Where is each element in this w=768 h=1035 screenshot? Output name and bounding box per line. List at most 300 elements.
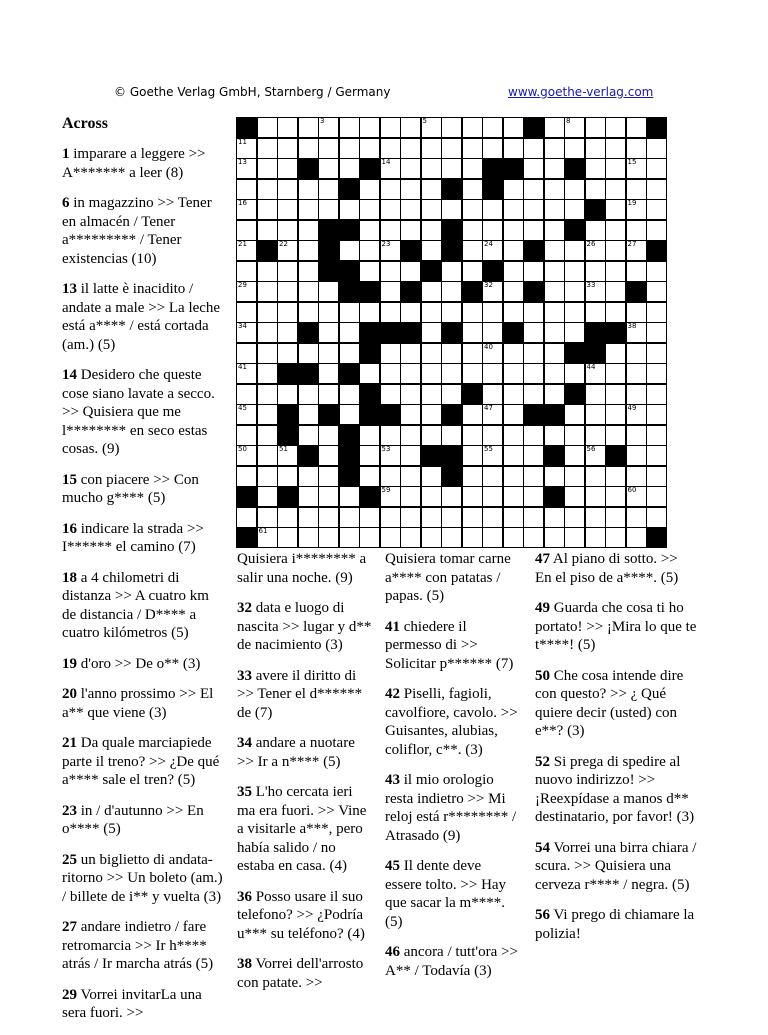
grid-cell[interactable]	[564, 425, 585, 446]
grid-cell[interactable]	[503, 486, 524, 507]
grid-cell[interactable]	[277, 261, 298, 282]
grid-cell[interactable]	[564, 404, 585, 425]
grid-cell[interactable]	[605, 486, 626, 507]
grid-cell[interactable]	[441, 384, 462, 405]
grid-cell[interactable]	[236, 425, 257, 446]
grid-cell[interactable]	[646, 302, 667, 323]
grid-cell[interactable]	[400, 445, 421, 466]
grid-cell[interactable]	[605, 425, 626, 446]
grid-cell[interactable]	[523, 425, 544, 446]
grid-cell[interactable]	[503, 445, 524, 466]
grid-cell[interactable]	[585, 240, 606, 261]
grid-cell[interactable]	[318, 425, 339, 446]
grid-cell[interactable]	[523, 261, 544, 282]
grid-cell[interactable]	[544, 425, 565, 446]
grid-cell[interactable]	[380, 486, 401, 507]
grid-cell[interactable]	[298, 343, 319, 364]
grid-cell[interactable]	[298, 199, 319, 220]
grid-cell[interactable]	[564, 240, 585, 261]
grid-cell[interactable]	[380, 363, 401, 384]
grid-cell[interactable]	[564, 281, 585, 302]
grid-cell[interactable]	[380, 384, 401, 405]
grid-cell[interactable]	[298, 486, 319, 507]
grid-cell[interactable]	[605, 158, 626, 179]
grid-cell[interactable]	[585, 363, 606, 384]
grid-cell[interactable]	[605, 281, 626, 302]
grid-cell[interactable]	[462, 240, 483, 261]
grid-cell[interactable]	[380, 240, 401, 261]
grid-cell[interactable]	[380, 158, 401, 179]
grid-cell[interactable]	[421, 199, 442, 220]
grid-cell[interactable]	[482, 302, 503, 323]
grid-cell[interactable]	[462, 507, 483, 528]
grid-cell[interactable]	[605, 343, 626, 364]
grid-cell[interactable]	[564, 363, 585, 384]
grid-cell[interactable]	[441, 199, 462, 220]
grid-cell[interactable]	[462, 425, 483, 446]
grid-cell[interactable]	[277, 117, 298, 138]
grid-cell[interactable]	[421, 343, 442, 364]
grid-cell[interactable]	[605, 261, 626, 282]
grid-cell[interactable]	[626, 507, 647, 528]
grid-cell[interactable]	[646, 220, 667, 241]
grid-cell[interactable]	[605, 384, 626, 405]
grid-cell[interactable]	[585, 384, 606, 405]
grid-cell[interactable]	[421, 404, 442, 425]
grid-cell[interactable]	[277, 240, 298, 261]
grid-cell[interactable]	[421, 363, 442, 384]
grid-cell[interactable]	[503, 384, 524, 405]
grid-cell[interactable]	[585, 261, 606, 282]
grid-cell[interactable]	[523, 527, 544, 548]
grid-cell[interactable]	[523, 138, 544, 159]
grid-cell[interactable]	[523, 507, 544, 528]
grid-cell[interactable]	[441, 343, 462, 364]
grid-cell[interactable]	[482, 322, 503, 343]
grid-cell[interactable]	[441, 527, 462, 548]
grid-cell[interactable]	[564, 138, 585, 159]
grid-cell[interactable]	[441, 486, 462, 507]
grid-cell[interactable]	[339, 199, 360, 220]
grid-cell[interactable]	[462, 158, 483, 179]
grid-cell[interactable]	[257, 117, 278, 138]
grid-cell[interactable]	[298, 384, 319, 405]
grid-cell[interactable]	[646, 445, 667, 466]
grid-cell[interactable]	[400, 138, 421, 159]
grid-cell[interactable]	[646, 384, 667, 405]
grid-cell[interactable]	[462, 199, 483, 220]
grid-cell[interactable]	[318, 322, 339, 343]
grid-cell[interactable]	[236, 466, 257, 487]
grid-cell[interactable]	[380, 138, 401, 159]
grid-cell[interactable]	[257, 384, 278, 405]
grid-cell[interactable]	[400, 179, 421, 200]
grid-cell[interactable]	[482, 486, 503, 507]
grid-cell[interactable]	[503, 138, 524, 159]
grid-cell[interactable]	[359, 302, 380, 323]
grid-cell[interactable]	[585, 179, 606, 200]
grid-cell[interactable]	[359, 363, 380, 384]
grid-cell[interactable]	[421, 322, 442, 343]
grid-cell[interactable]	[585, 117, 606, 138]
grid-cell[interactable]	[605, 240, 626, 261]
grid-cell[interactable]	[298, 117, 319, 138]
grid-cell[interactable]	[462, 445, 483, 466]
grid-cell[interactable]	[626, 179, 647, 200]
grid-cell[interactable]	[523, 179, 544, 200]
grid-cell[interactable]	[339, 138, 360, 159]
grid-cell[interactable]	[359, 527, 380, 548]
grid-cell[interactable]	[503, 507, 524, 528]
grid-cell[interactable]	[380, 343, 401, 364]
grid-cell[interactable]	[257, 179, 278, 200]
grid-cell[interactable]	[380, 507, 401, 528]
grid-cell[interactable]	[339, 240, 360, 261]
grid-cell[interactable]	[441, 363, 462, 384]
grid-cell[interactable]	[544, 240, 565, 261]
grid-cell[interactable]	[626, 527, 647, 548]
grid-cell[interactable]	[277, 220, 298, 241]
grid-cell[interactable]	[318, 507, 339, 528]
grid-cell[interactable]	[646, 466, 667, 487]
grid-cell[interactable]	[298, 527, 319, 548]
grid-cell[interactable]	[339, 527, 360, 548]
grid-cell[interactable]	[380, 302, 401, 323]
grid-cell[interactable]	[380, 281, 401, 302]
grid-cell[interactable]	[503, 425, 524, 446]
grid-cell[interactable]	[318, 302, 339, 323]
grid-cell[interactable]	[523, 445, 544, 466]
grid-cell[interactable]	[277, 158, 298, 179]
grid-cell[interactable]	[626, 158, 647, 179]
publisher-link[interactable]: www.goethe-verlag.com	[508, 85, 654, 99]
grid-cell[interactable]	[277, 384, 298, 405]
grid-cell[interactable]	[503, 199, 524, 220]
grid-cell[interactable]	[462, 486, 483, 507]
grid-cell[interactable]	[462, 302, 483, 323]
grid-cell[interactable]	[564, 302, 585, 323]
grid-cell[interactable]	[400, 158, 421, 179]
grid-cell[interactable]	[421, 220, 442, 241]
grid-cell[interactable]	[482, 507, 503, 528]
grid-cell[interactable]	[605, 199, 626, 220]
grid-cell[interactable]	[277, 199, 298, 220]
grid-cell[interactable]	[421, 486, 442, 507]
grid-cell[interactable]	[585, 507, 606, 528]
grid-cell[interactable]	[421, 138, 442, 159]
grid-cell[interactable]	[503, 404, 524, 425]
grid-cell[interactable]	[339, 158, 360, 179]
grid-cell[interactable]	[626, 199, 647, 220]
grid-cell[interactable]	[462, 179, 483, 200]
grid-cell[interactable]	[318, 199, 339, 220]
grid-cell[interactable]	[257, 281, 278, 302]
grid-cell[interactable]	[564, 322, 585, 343]
grid-cell[interactable]	[441, 138, 462, 159]
grid-cell[interactable]	[257, 425, 278, 446]
grid-cell[interactable]	[605, 404, 626, 425]
grid-cell[interactable]	[380, 117, 401, 138]
grid-cell[interactable]	[626, 343, 647, 364]
grid-cell[interactable]	[585, 158, 606, 179]
grid-cell[interactable]	[400, 199, 421, 220]
grid-cell[interactable]	[339, 507, 360, 528]
grid-cell[interactable]	[585, 281, 606, 302]
grid-cell[interactable]	[277, 343, 298, 364]
grid-cell[interactable]	[544, 466, 565, 487]
grid-cell[interactable]	[523, 384, 544, 405]
grid-cell[interactable]	[318, 117, 339, 138]
grid-cell[interactable]	[257, 466, 278, 487]
grid-cell[interactable]	[482, 281, 503, 302]
grid-cell[interactable]	[359, 179, 380, 200]
grid-cell[interactable]	[605, 179, 626, 200]
grid-cell[interactable]	[462, 261, 483, 282]
grid-cell[interactable]	[482, 404, 503, 425]
grid-cell[interactable]	[585, 486, 606, 507]
grid-cell[interactable]	[626, 240, 647, 261]
grid-cell[interactable]	[605, 220, 626, 241]
grid-cell[interactable]	[503, 363, 524, 384]
grid-cell[interactable]	[482, 466, 503, 487]
grid-cell[interactable]	[441, 302, 462, 323]
grid-cell[interactable]	[503, 240, 524, 261]
grid-cell[interactable]	[257, 363, 278, 384]
grid-cell[interactable]	[482, 240, 503, 261]
grid-cell[interactable]	[544, 343, 565, 364]
grid-cell[interactable]	[523, 302, 544, 323]
grid-cell[interactable]	[236, 384, 257, 405]
grid-cell[interactable]	[564, 507, 585, 528]
grid-cell[interactable]	[585, 425, 606, 446]
grid-cell[interactable]	[318, 445, 339, 466]
grid-cell[interactable]	[277, 466, 298, 487]
grid-cell[interactable]	[441, 117, 462, 138]
grid-cell[interactable]	[277, 302, 298, 323]
grid-cell[interactable]	[503, 179, 524, 200]
grid-cell[interactable]	[400, 363, 421, 384]
grid-cell[interactable]	[277, 527, 298, 548]
grid-cell[interactable]	[236, 343, 257, 364]
grid-cell[interactable]	[462, 343, 483, 364]
grid-cell[interactable]	[400, 343, 421, 364]
grid-cell[interactable]	[236, 261, 257, 282]
grid-cell[interactable]	[503, 220, 524, 241]
grid-cell[interactable]	[400, 261, 421, 282]
grid-cell[interactable]	[318, 179, 339, 200]
grid-cell[interactable]	[564, 466, 585, 487]
grid-cell[interactable]	[544, 363, 565, 384]
grid-cell[interactable]	[421, 425, 442, 446]
grid-cell[interactable]	[359, 138, 380, 159]
grid-cell[interactable]	[318, 527, 339, 548]
grid-cell[interactable]	[380, 445, 401, 466]
grid-cell[interactable]	[482, 445, 503, 466]
grid-cell[interactable]	[257, 302, 278, 323]
grid-cell[interactable]	[339, 302, 360, 323]
grid-cell[interactable]	[298, 240, 319, 261]
grid-cell[interactable]	[544, 138, 565, 159]
grid-cell[interactable]	[523, 322, 544, 343]
grid-cell[interactable]	[544, 507, 565, 528]
grid-cell[interactable]	[646, 261, 667, 282]
grid-cell[interactable]	[441, 425, 462, 446]
grid-cell[interactable]	[236, 404, 257, 425]
grid-cell[interactable]	[257, 343, 278, 364]
grid-cell[interactable]	[318, 363, 339, 384]
grid-cell[interactable]	[585, 138, 606, 159]
grid-cell[interactable]	[257, 138, 278, 159]
grid-cell[interactable]	[339, 343, 360, 364]
grid-cell[interactable]	[236, 179, 257, 200]
grid-cell[interactable]	[585, 220, 606, 241]
grid-cell[interactable]	[646, 486, 667, 507]
grid-cell[interactable]	[400, 527, 421, 548]
grid-cell[interactable]	[421, 158, 442, 179]
grid-cell[interactable]	[544, 322, 565, 343]
grid-cell[interactable]	[605, 117, 626, 138]
grid-cell[interactable]	[585, 404, 606, 425]
grid-cell[interactable]	[236, 158, 257, 179]
grid-cell[interactable]	[421, 527, 442, 548]
grid-cell[interactable]	[462, 404, 483, 425]
grid-cell[interactable]	[421, 384, 442, 405]
grid-cell[interactable]	[441, 261, 462, 282]
grid-cell[interactable]	[646, 404, 667, 425]
grid-cell[interactable]	[298, 425, 319, 446]
grid-cell[interactable]	[462, 117, 483, 138]
grid-cell[interactable]	[236, 240, 257, 261]
grid-cell[interactable]	[544, 527, 565, 548]
grid-cell[interactable]	[462, 220, 483, 241]
grid-cell[interactable]	[646, 363, 667, 384]
grid-cell[interactable]	[564, 117, 585, 138]
grid-cell[interactable]	[298, 281, 319, 302]
grid-cell[interactable]	[318, 281, 339, 302]
grid-cell[interactable]	[482, 527, 503, 548]
grid-cell[interactable]	[646, 158, 667, 179]
grid-cell[interactable]	[626, 363, 647, 384]
grid-cell[interactable]	[585, 527, 606, 548]
grid-cell[interactable]	[298, 261, 319, 282]
grid-cell[interactable]	[646, 507, 667, 528]
grid-cell[interactable]	[257, 220, 278, 241]
grid-cell[interactable]	[626, 322, 647, 343]
grid-cell[interactable]	[544, 179, 565, 200]
grid-cell[interactable]	[318, 486, 339, 507]
grid-cell[interactable]	[257, 404, 278, 425]
grid-cell[interactable]	[421, 302, 442, 323]
grid-cell[interactable]	[257, 158, 278, 179]
grid-cell[interactable]	[482, 363, 503, 384]
grid-cell[interactable]	[400, 117, 421, 138]
grid-cell[interactable]	[646, 425, 667, 446]
grid-cell[interactable]	[318, 384, 339, 405]
grid-cell[interactable]	[236, 220, 257, 241]
grid-cell[interactable]	[544, 220, 565, 241]
grid-cell[interactable]	[421, 240, 442, 261]
grid-cell[interactable]	[462, 322, 483, 343]
grid-cell[interactable]	[257, 199, 278, 220]
grid-cell[interactable]	[318, 466, 339, 487]
grid-cell[interactable]	[605, 507, 626, 528]
grid-cell[interactable]	[626, 138, 647, 159]
grid-cell[interactable]	[257, 322, 278, 343]
grid-cell[interactable]	[564, 199, 585, 220]
grid-cell[interactable]	[605, 527, 626, 548]
grid-cell[interactable]	[482, 425, 503, 446]
grid-cell[interactable]	[523, 363, 544, 384]
grid-cell[interactable]	[523, 486, 544, 507]
grid-cell[interactable]	[585, 302, 606, 323]
grid-cell[interactable]	[626, 302, 647, 323]
grid-cell[interactable]	[564, 527, 585, 548]
grid-cell[interactable]	[626, 220, 647, 241]
grid-cell[interactable]	[482, 343, 503, 364]
grid-cell[interactable]	[277, 138, 298, 159]
grid-cell[interactable]	[339, 384, 360, 405]
grid-cell[interactable]	[646, 138, 667, 159]
grid-cell[interactable]	[359, 240, 380, 261]
grid-cell[interactable]	[482, 199, 503, 220]
grid-cell[interactable]	[441, 507, 462, 528]
grid-cell[interactable]	[257, 527, 278, 548]
grid-cell[interactable]	[359, 117, 380, 138]
grid-cell[interactable]	[646, 343, 667, 364]
grid-cell[interactable]	[277, 322, 298, 343]
grid-cell[interactable]	[441, 158, 462, 179]
grid-cell[interactable]	[482, 384, 503, 405]
grid-cell[interactable]	[400, 425, 421, 446]
grid-cell[interactable]	[236, 138, 257, 159]
grid-cell[interactable]	[277, 281, 298, 302]
grid-cell[interactable]	[298, 466, 319, 487]
grid-cell[interactable]	[626, 404, 647, 425]
grid-cell[interactable]	[503, 117, 524, 138]
grid-cell[interactable]	[646, 179, 667, 200]
grid-cell[interactable]	[605, 302, 626, 323]
grid-cell[interactable]	[359, 199, 380, 220]
grid-cell[interactable]	[339, 486, 360, 507]
grid-cell[interactable]	[400, 466, 421, 487]
grid-cell[interactable]	[359, 425, 380, 446]
grid-cell[interactable]	[626, 261, 647, 282]
grid-cell[interactable]	[544, 281, 565, 302]
grid-cell[interactable]	[236, 322, 257, 343]
grid-cell[interactable]	[318, 158, 339, 179]
grid-cell[interactable]	[482, 138, 503, 159]
grid-cell[interactable]	[462, 527, 483, 548]
grid-cell[interactable]	[277, 445, 298, 466]
grid-cell[interactable]	[298, 302, 319, 323]
grid-cell[interactable]	[585, 445, 606, 466]
grid-cell[interactable]	[277, 179, 298, 200]
grid-cell[interactable]	[626, 445, 647, 466]
grid-cell[interactable]	[400, 507, 421, 528]
grid-cell[interactable]	[421, 466, 442, 487]
grid-cell[interactable]	[482, 220, 503, 241]
grid-cell[interactable]	[236, 302, 257, 323]
grid-cell[interactable]	[359, 445, 380, 466]
grid-cell[interactable]	[257, 445, 278, 466]
grid-cell[interactable]	[626, 486, 647, 507]
grid-cell[interactable]	[544, 384, 565, 405]
grid-cell[interactable]	[523, 158, 544, 179]
grid-cell[interactable]	[544, 117, 565, 138]
grid-cell[interactable]	[339, 404, 360, 425]
grid-cell[interactable]	[421, 507, 442, 528]
grid-cell[interactable]	[380, 199, 401, 220]
